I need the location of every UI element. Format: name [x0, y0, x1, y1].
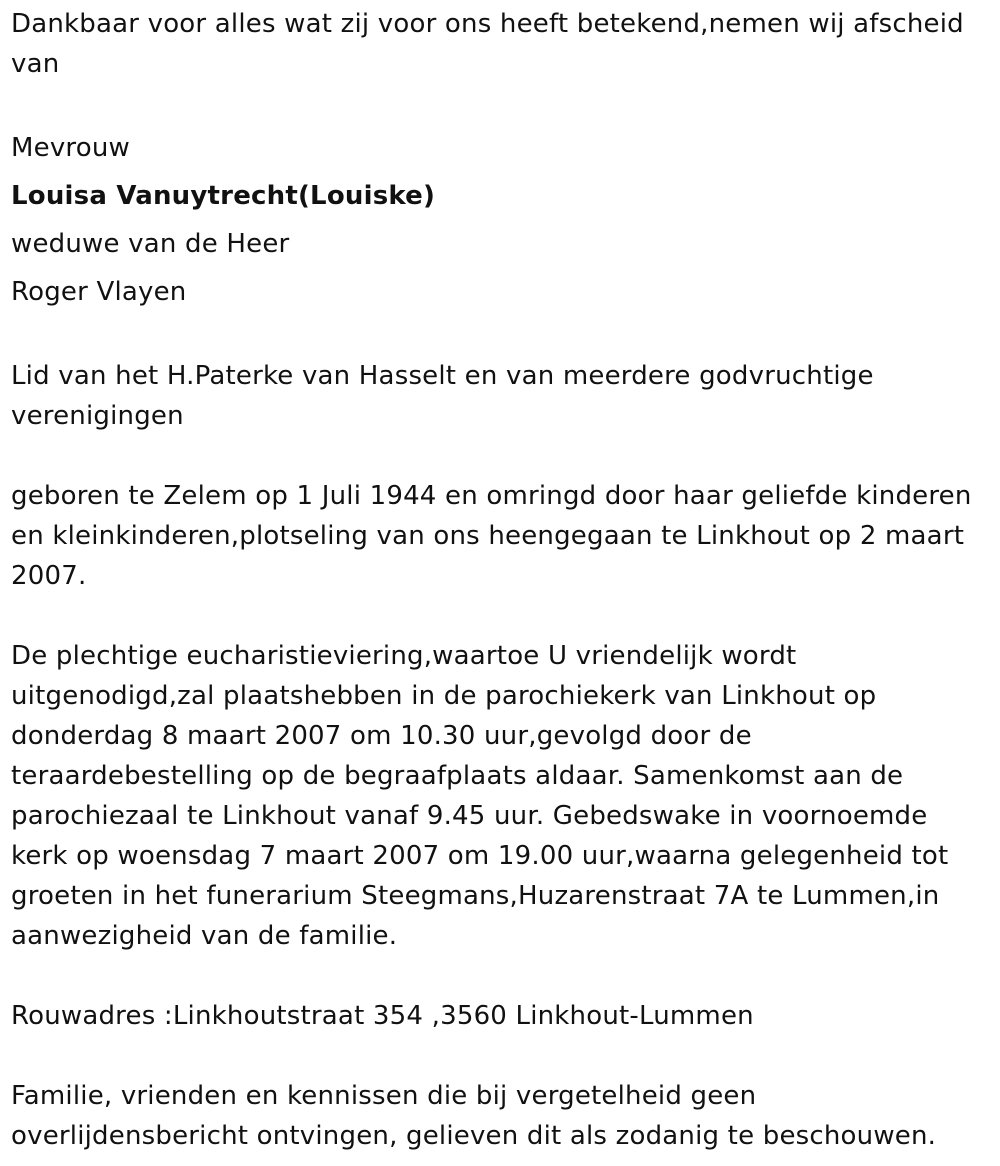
- spacer: [11, 596, 986, 636]
- membership-paragraph: Lid van het H.Paterke van Hasselt en van meerdere godvruchtige verenigingen: [11, 361, 874, 431]
- salutation: Mevrouw: [11, 133, 130, 163]
- birth-death-paragraph: geboren te Zelem op 1 Juli 1944 en omringd door haar geliefde kinderen en kleinkinderen,plotseling van ons heengegaan te Linkhout op 2 maart 2007.: [11, 481, 972, 591]
- ceremony-paragraph: De plechtige eucharistieviering,waartoe U vriendelijk wordt uitgenodigd,zal plaatshebben in de parochiekerk van Linkhout op donderdag 8 maart 2007 om 10.30 uur,gevolgd door de teraardebestelling op de begraafplaats aldaar. Samenkomst aan de parochiezaal te Linkhout vanaf 9.45 uur. Gebedswake in voornoemde kerk op woensdag 7 maart 2007 om 19.00 uur,waarna gelegenheid tot groeten in het funerarium Steegmans,Huzarenstraat 7A te Lummen,in aanwezigheid van de familie.: [11, 641, 949, 951]
- spacer: [11, 956, 986, 996]
- spouse-name: Roger Vlayen: [11, 277, 187, 307]
- deceased-name: Louisa Vanuytrecht(Louiske): [11, 181, 436, 211]
- closing-paragraph: Familie, vrienden en kennissen die bij vergetelheid geen overlijdensbericht ontvingen, gelieven dit als zodanig te beschouwen.: [11, 1081, 937, 1151]
- spacer: [11, 1036, 986, 1076]
- intro-paragraph: Dankbaar voor alles wat zij voor ons heeft betekend,nemen wij afscheid van: [11, 9, 964, 79]
- obituary-document: [11, 4, 986, 1156]
- mourning-address: Rouwadres :Linkhoutstraat 354 ,3560 Linkhout-Lummen: [11, 1001, 754, 1031]
- spacer: [11, 436, 986, 476]
- spacer: [11, 316, 986, 356]
- spacer: [11, 84, 986, 124]
- widow-line: weduwe van de Heer: [11, 229, 290, 259]
